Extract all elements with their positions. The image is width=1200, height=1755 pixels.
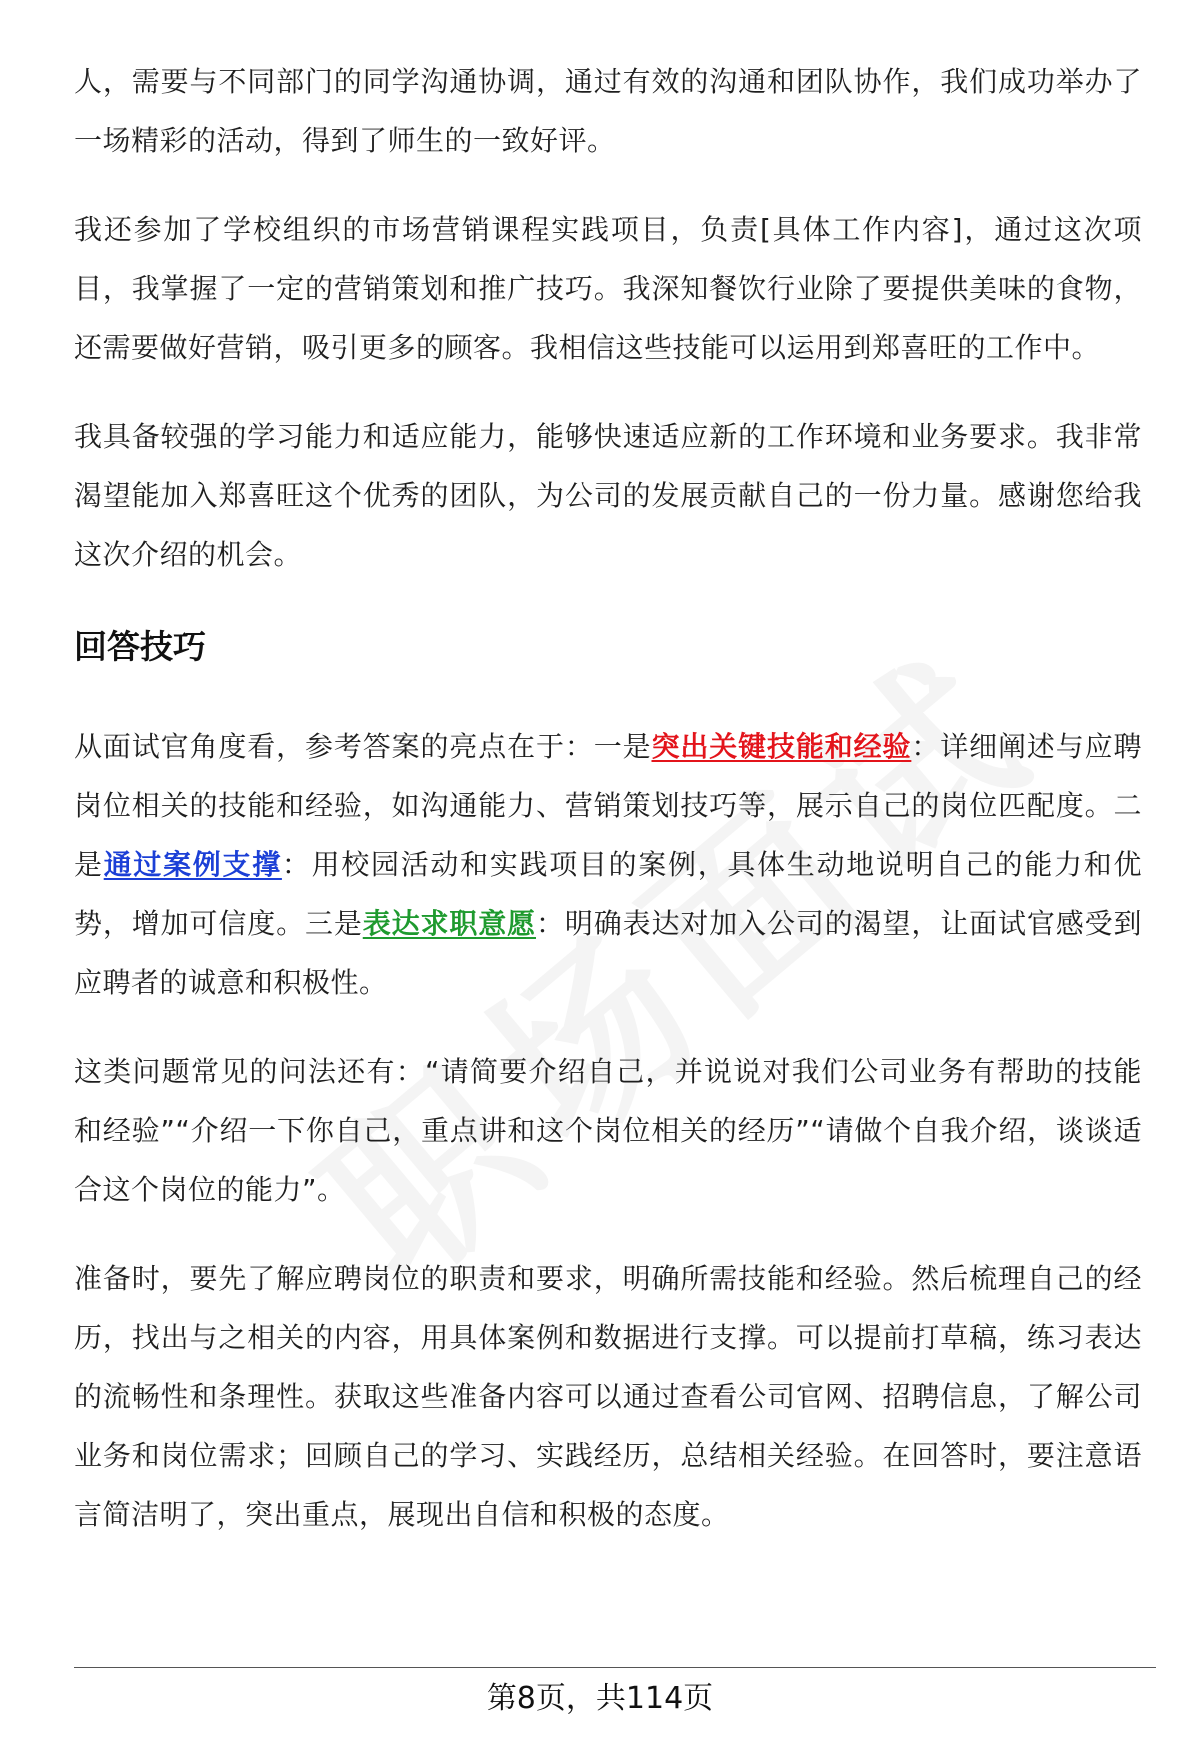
tips-text-c: ：用校园活动和实践项目的案例，具体生动地说明自己的能力和优势，增加可信度。三是 xyxy=(74,848,1142,940)
document-page xyxy=(74,52,1142,1574)
section-title: 回答技巧 xyxy=(74,627,206,666)
tips-text-b: ：详细阐述与应聘岗位相关的技能和经验，如沟通能力、营销策划技巧等，展示自己的岗位匹配度。二是 xyxy=(74,730,1142,881)
highlight-key-skills: 突出关键技能和经验 xyxy=(651,730,912,763)
paragraph-preparation: 准备时，要先了解应聘岗位的职责和要求，明确所需技能和经验。然后梳理自己的经历，找出与之相关的内容，用具体案例和数据进行支撑。可以提前打草稿，练习表达的流畅性和条理性。获取这些准备内容可以通过查看公司官网、招聘信息，了解公司业务和岗位需求；回顾自己的学习、实践经历，总结相关经验。在回答时，要注意语言简洁明了，突出重点，展现出自信和积极的态度。 xyxy=(74,1262,1142,1531)
paragraph-common-questions: 这类问题常见的问法还有：“请简要介绍自己，并说说对我们公司业务有帮助的技能和经验”“介绍一下你自己，重点讲和这个岗位相关的经历”“请做个自我介绍，谈谈适合这个岗位的能力”。 xyxy=(74,1055,1142,1206)
footer-divider xyxy=(74,1667,1156,1668)
highlight-job-intent: 表达求职意愿 xyxy=(362,907,536,940)
highlight-case-support: 通过案例支撑 xyxy=(103,848,282,881)
page-number: 第8页，共114页 xyxy=(486,1681,714,1716)
tips-text-a: 从面试官角度看，参考答案的亮点在于：一是 xyxy=(74,730,652,763)
paragraph-tips-highlights xyxy=(74,717,1142,1012)
tips-text-d: ：明确表达对加入公司的渴望，让面试官感受到应聘者的诚意和积极性。 xyxy=(74,907,1142,999)
paragraph-closing: 我具备较强的学习能力和适应能力，能够快速适应新的工作环境和业务要求。我非常渴望能加入郑喜旺这个优秀的团队，为公司的发展贡献自己的一份力量。感谢您给我这次介绍的机会。 xyxy=(74,420,1142,571)
paragraph-continuation: 人，需要与不同部门的同学沟通协调，通过有效的沟通和团队协作，我们成功举办了一场精彩的活动，得到了师生的一致好评。 xyxy=(74,65,1142,157)
paragraph-marketing-project: 我还参加了学校组织的市场营销课程实践项目，负责[具体工作内容]，通过这次项目，我掌握了一定的营销策划和推广技巧。我深知餐饮行业除了要提供美味的食物，还需要做好营销，吸引更多的顾客。我相信这些技能可以运用到郑喜旺的工作中。 xyxy=(74,213,1142,364)
